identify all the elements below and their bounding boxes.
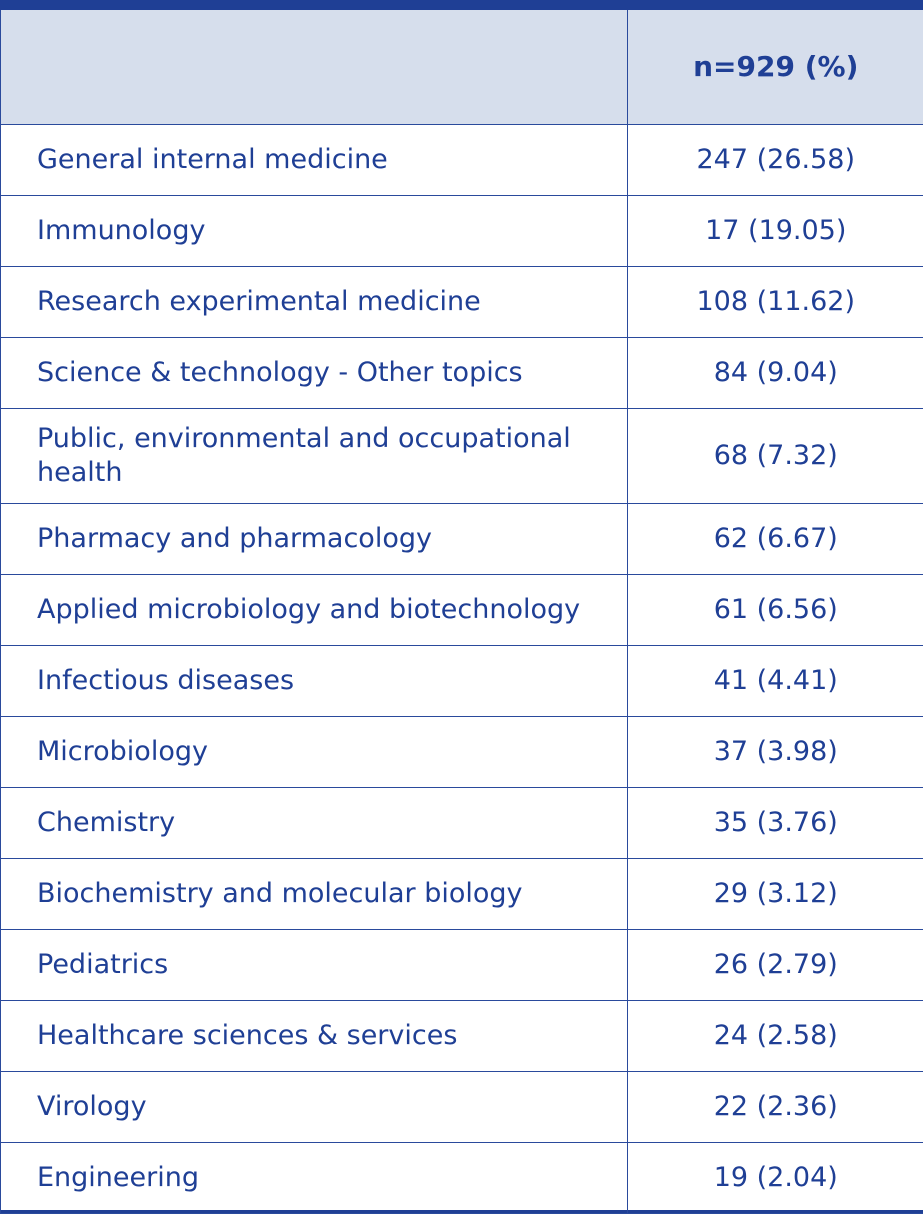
row-count-value: 22 (2.36) <box>628 1071 923 1142</box>
table-row <box>1 858 923 929</box>
row-count-value: 29 (3.12) <box>628 858 923 929</box>
table-row <box>1 1142 923 1213</box>
row-count-value: 247 (26.58) <box>628 124 923 195</box>
row-category-label: Healthcare sciences & services <box>1 1000 628 1071</box>
row-count-value: 61 (6.56) <box>628 574 923 645</box>
row-category-label: Virology <box>1 1071 628 1142</box>
table-row <box>1 1071 923 1142</box>
row-count-value: 84 (9.04) <box>628 337 923 408</box>
table-row <box>1 1000 923 1071</box>
row-category-label: Public, environmental and occupational health <box>1 408 628 503</box>
table-row <box>1 408 923 503</box>
row-category-label: General internal medicine <box>1 124 628 195</box>
row-category-label: Research experimental medicine <box>1 266 628 337</box>
table-row <box>1 503 923 574</box>
row-count-value: 26 (2.79) <box>628 929 923 1000</box>
row-count-value: 41 (4.41) <box>628 645 923 716</box>
row-category-label: Engineering <box>1 1142 628 1213</box>
table-header-row <box>1 10 923 124</box>
row-count-value: 24 (2.58) <box>628 1000 923 1071</box>
row-category-label: Immunology <box>1 195 628 266</box>
table-row <box>1 716 923 787</box>
table-row <box>1 574 923 645</box>
row-category-label: Infectious diseases <box>1 645 628 716</box>
row-count-value: 108 (11.62) <box>628 266 923 337</box>
row-count-value: 68 (7.32) <box>628 408 923 503</box>
row-category-label: Microbiology <box>1 716 628 787</box>
table-row <box>1 787 923 858</box>
table-row <box>1 645 923 716</box>
row-count-value: 37 (3.98) <box>628 716 923 787</box>
table-row <box>1 266 923 337</box>
row-count-value: 19 (2.04) <box>628 1142 923 1213</box>
table-row <box>1 124 923 195</box>
category-table <box>0 10 923 1214</box>
row-category-label: Biochemistry and molecular biology <box>1 858 628 929</box>
row-count-value: 17 (19.05) <box>628 195 923 266</box>
row-category-label: Applied microbiology and biotechnology <box>1 574 628 645</box>
table-row <box>1 337 923 408</box>
header-cell-count: n=929 (%) <box>628 10 923 124</box>
row-category-label: Pharmacy and pharmacology <box>1 503 628 574</box>
header-cell-category <box>1 10 628 124</box>
row-category-label: Chemistry <box>1 787 628 858</box>
row-category-label: Science & technology - Other topics <box>1 337 628 408</box>
table-row <box>1 195 923 266</box>
row-category-label: Pediatrics <box>1 929 628 1000</box>
row-count-value: 62 (6.67) <box>628 503 923 574</box>
row-count-value: 35 (3.76) <box>628 787 923 858</box>
table-row <box>1 929 923 1000</box>
